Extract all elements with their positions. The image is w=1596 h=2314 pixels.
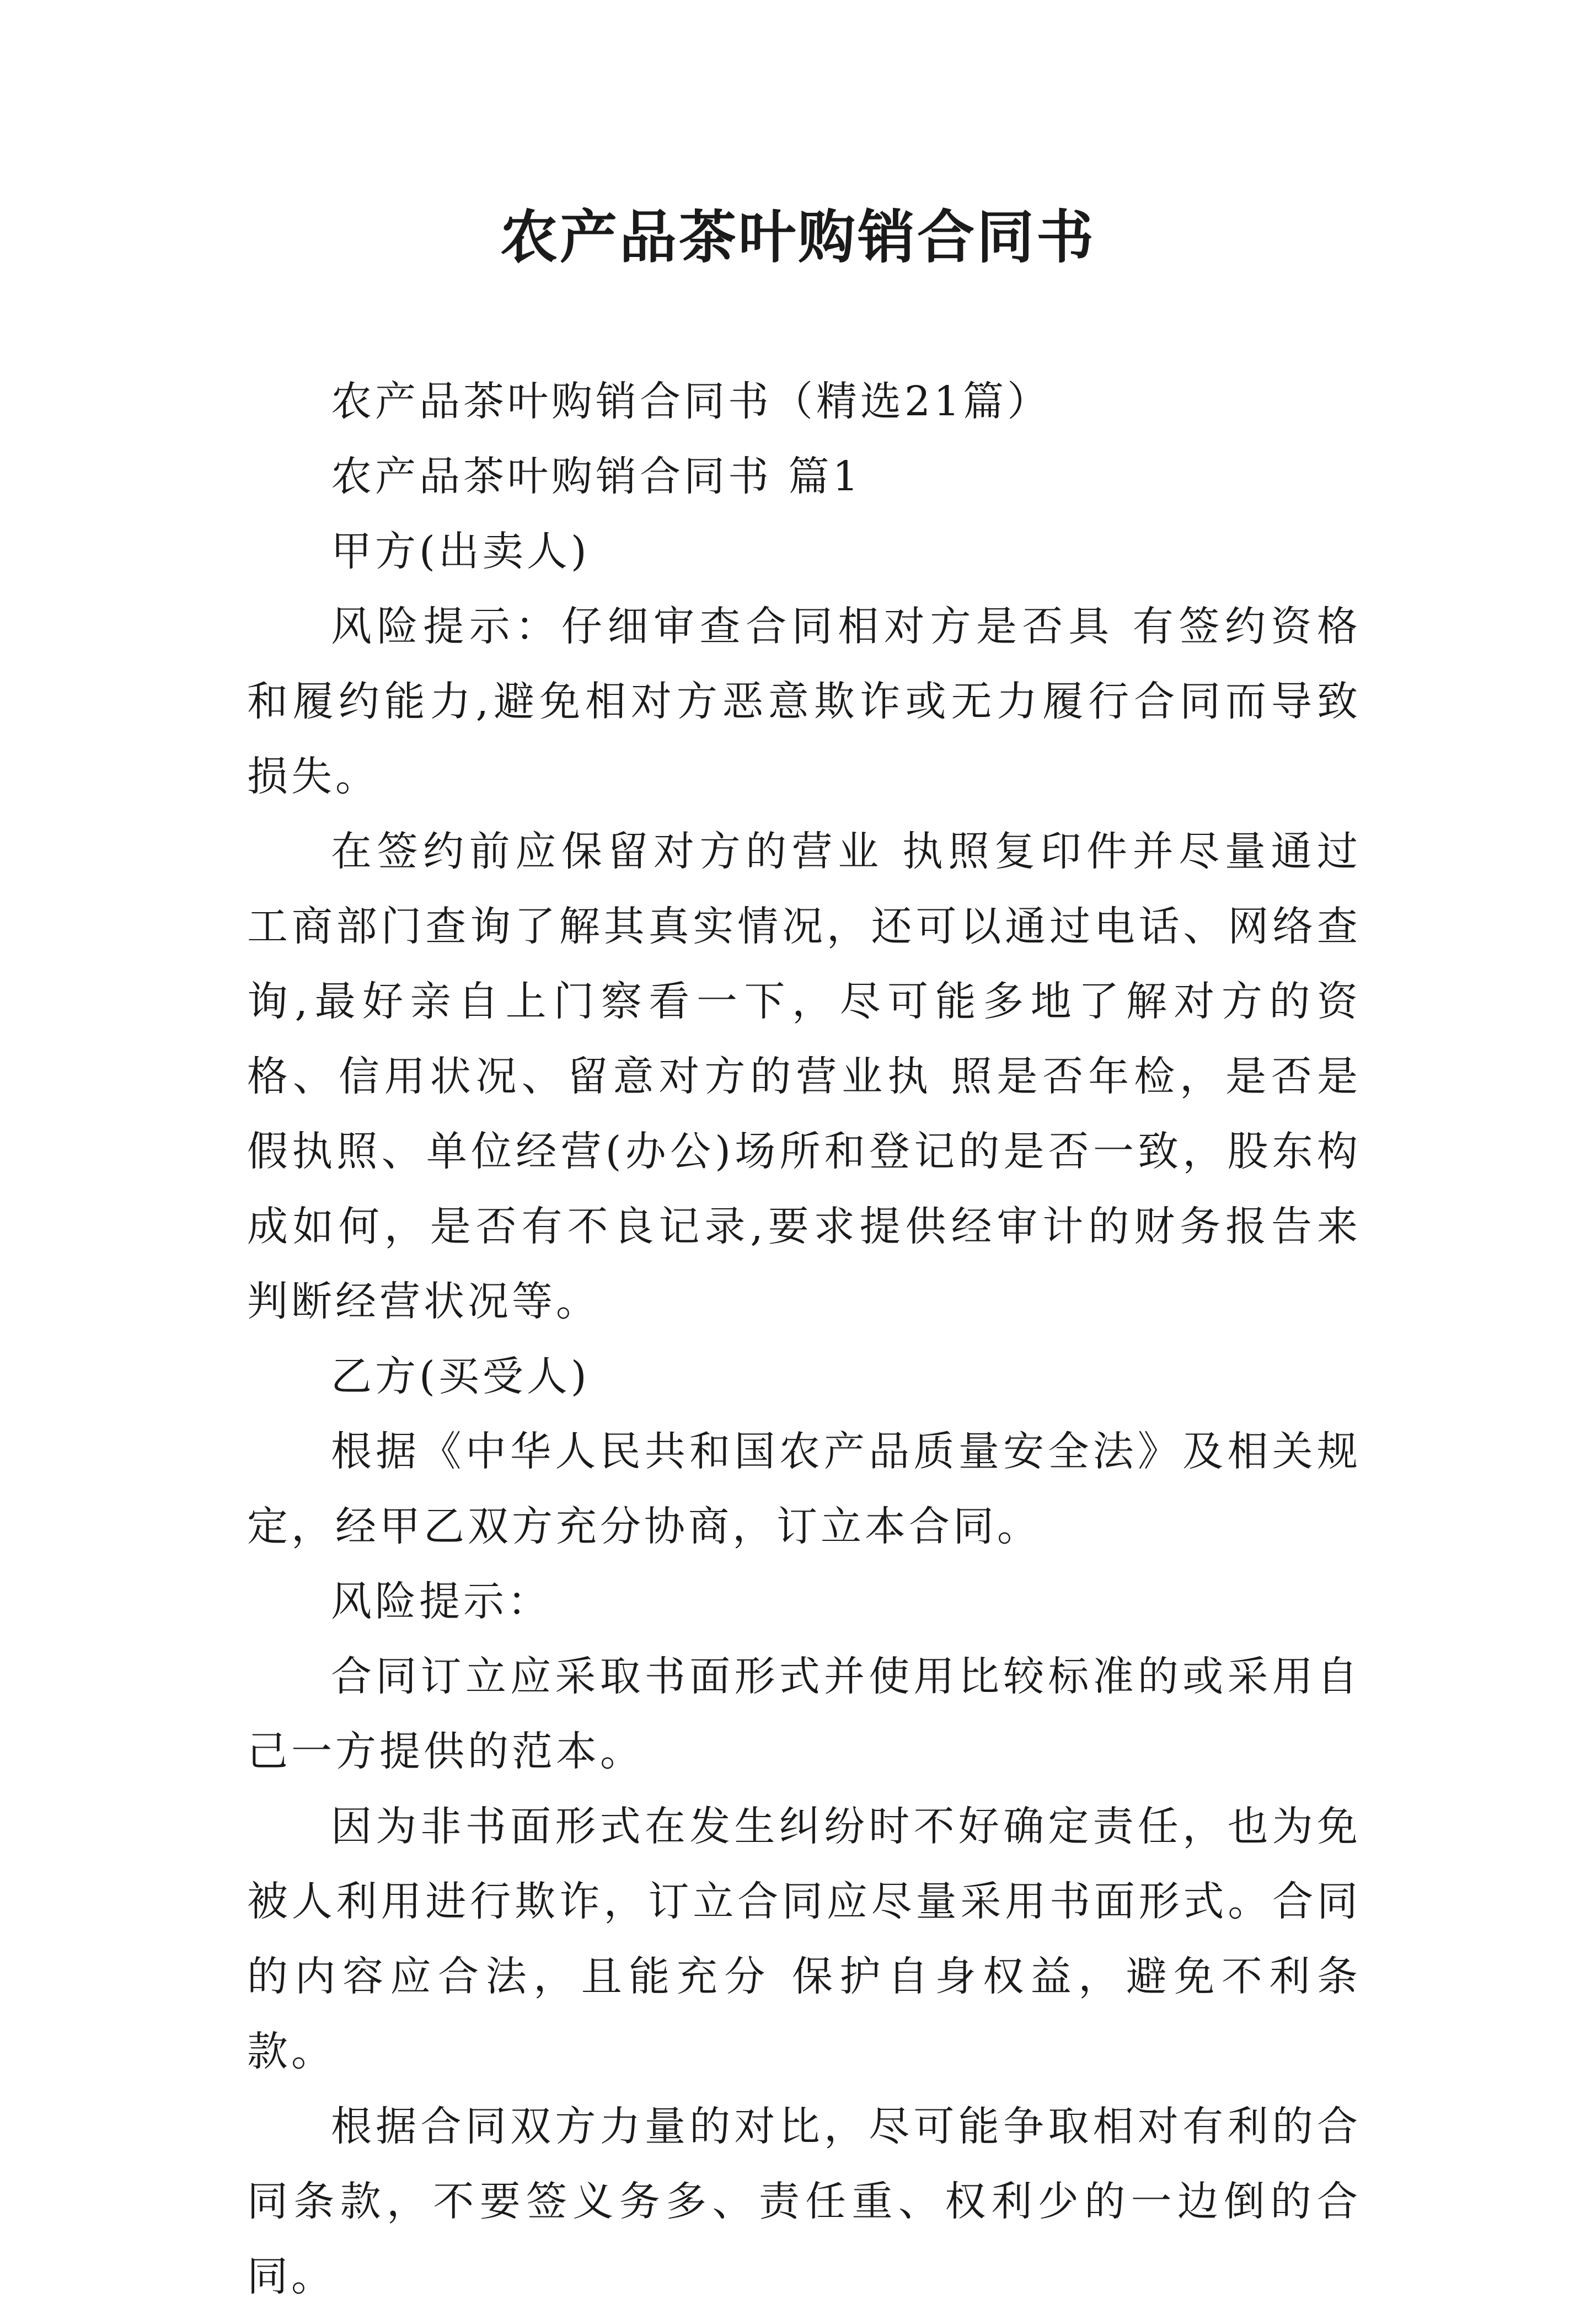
paragraph-section-heading: 农产品茶叶购销合同书 篇1 (331, 453, 862, 500)
paragraph-legal-basis: 根据《中华人民共和国农产品质量安全法》及相关规定，经甲乙双方充分协商，订立本合同。 (247, 1428, 1361, 1550)
paragraph-risk-tip-label: 风险提示： (331, 1578, 551, 1625)
document-body (247, 364, 1361, 2314)
paragraph-party-a: 甲方(出卖人) (331, 528, 590, 575)
paragraph-favorable-terms: 根据合同双方力量的对比，尽可能争取相对有利的合同条款，不要签义务多、责任重、权利少的一边倒的合同。 (247, 2103, 1361, 2300)
paragraph-collection-title: 农产品茶叶购销合同书（精选21篇） (331, 378, 1052, 425)
document-title: 农产品茶叶购销合同书 (500, 203, 1096, 271)
paragraph-party-b: 乙方(买受人) (331, 1353, 590, 1400)
paragraph-written-form: 合同订立应采取书面形式并使用比较标准的或采用自己一方提供的范本。 (247, 1653, 1361, 1775)
paragraph-written-form-reason: 因为非书面形式在发生纠纷时不好确定责任，也为免被人利用进行欺诈，订立合同应尽量采用书面形式。合同的内容应合法，且能充分 保护自身权益，避免不利条款。 (247, 1803, 1361, 2075)
paragraph-verification-advice: 在签约前应保留对方的营业 执照复印件并尽量通过工商部门查询了解其真实情况，还可以通过电话、网络查询,最好亲自上门察看一下，尽可能多地了解对方的资格、信用状况、留意对方的营业执 照是否年检，是否是假执照、单位经营(办公)场所和登记的是否一致，股东构成如何，是否有不良记录,要求提供经审计的财务报告来判断经营状况等。 (247, 828, 1361, 1325)
paragraph-risk-tip-qualification: 风险提示：仔细审查合同相对方是否具 有签约资格和履约能力,避免相对方恶意欺诈或无力履行合同而导致损失。 (247, 603, 1361, 800)
